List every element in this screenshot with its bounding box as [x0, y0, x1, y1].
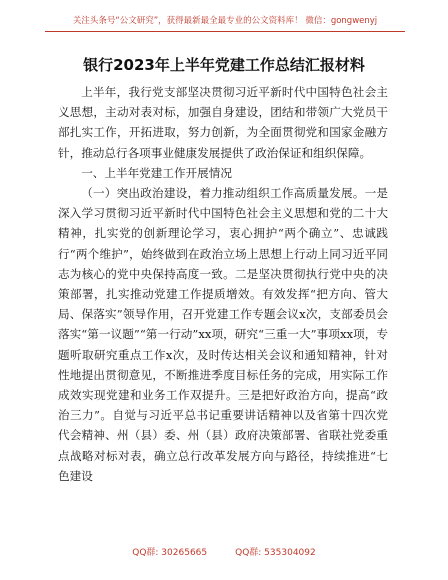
section-paragraph: （一）突出政治建设，着力推动组织工作高质量发展。一是深入学习贯彻习近平新时代中国特色社会主义思想和党的二十大精神，扎实党的创新理论学习，衷心拥护“两个确立”、忠诚践行“两个维护”，始终做到在政治立场上思想上行动上同习近平同志为核心的党中央保持高度一致。二是坚决贯彻执行党中央的决策部署，扎实推动党建工作提质增效。有效发挥“把方向、管大局、保落实”领导作用，召开党建工作专题会议x次，支部委员会落实“第一议题”“第一行动”xx项，研究“三重一大”事项xx项，专题听取研究重点工作x次，及时传达相关会议和通知精神，针对性地提出贯彻意见，不断推进季度目标任务的完成，用实际工作成效实现党建和业务工作双提升。三是把好政治方向，提高“政治三力”。自觉与习近平总书记重要讲话精神以及省第十四次党代会精神、州（县）委、州（县）政府决策部署、省联社党委重点战略对标对表，确立总行改革发展方向与路径，持续推进“七色建设 — [58, 186, 388, 483]
document-title: 银行2023年上半年党建工作总结汇报材料 — [83, 56, 365, 74]
footer-qq-group-1: QQ群: 30265665 — [132, 548, 208, 558]
intro-paragraph: 上半年，我行党支部坚决贯彻习近平新时代中国特色社会主义思想，主动对表对标，加强自身建设，团结和带领广大党员干部扎实工作，开拓进取，努力创新，为全面贯彻党和国家金融方针，推动总行各项事业健康发展提供了政治保证和组织保障。 — [58, 85, 388, 160]
header-divider — [45, 31, 405, 32]
section-heading: 一、上半年党建工作开展情况 — [81, 165, 232, 180]
footer-qq-group-2: QQ群: 535304092 — [235, 548, 316, 558]
footer-contact — [0, 545, 448, 558]
header-promo-note: 关注头条号“公文研究”，获得最新最全最专业的公文资料库！ 微信：gongwenyj — [72, 16, 378, 26]
document-body — [58, 82, 388, 486]
